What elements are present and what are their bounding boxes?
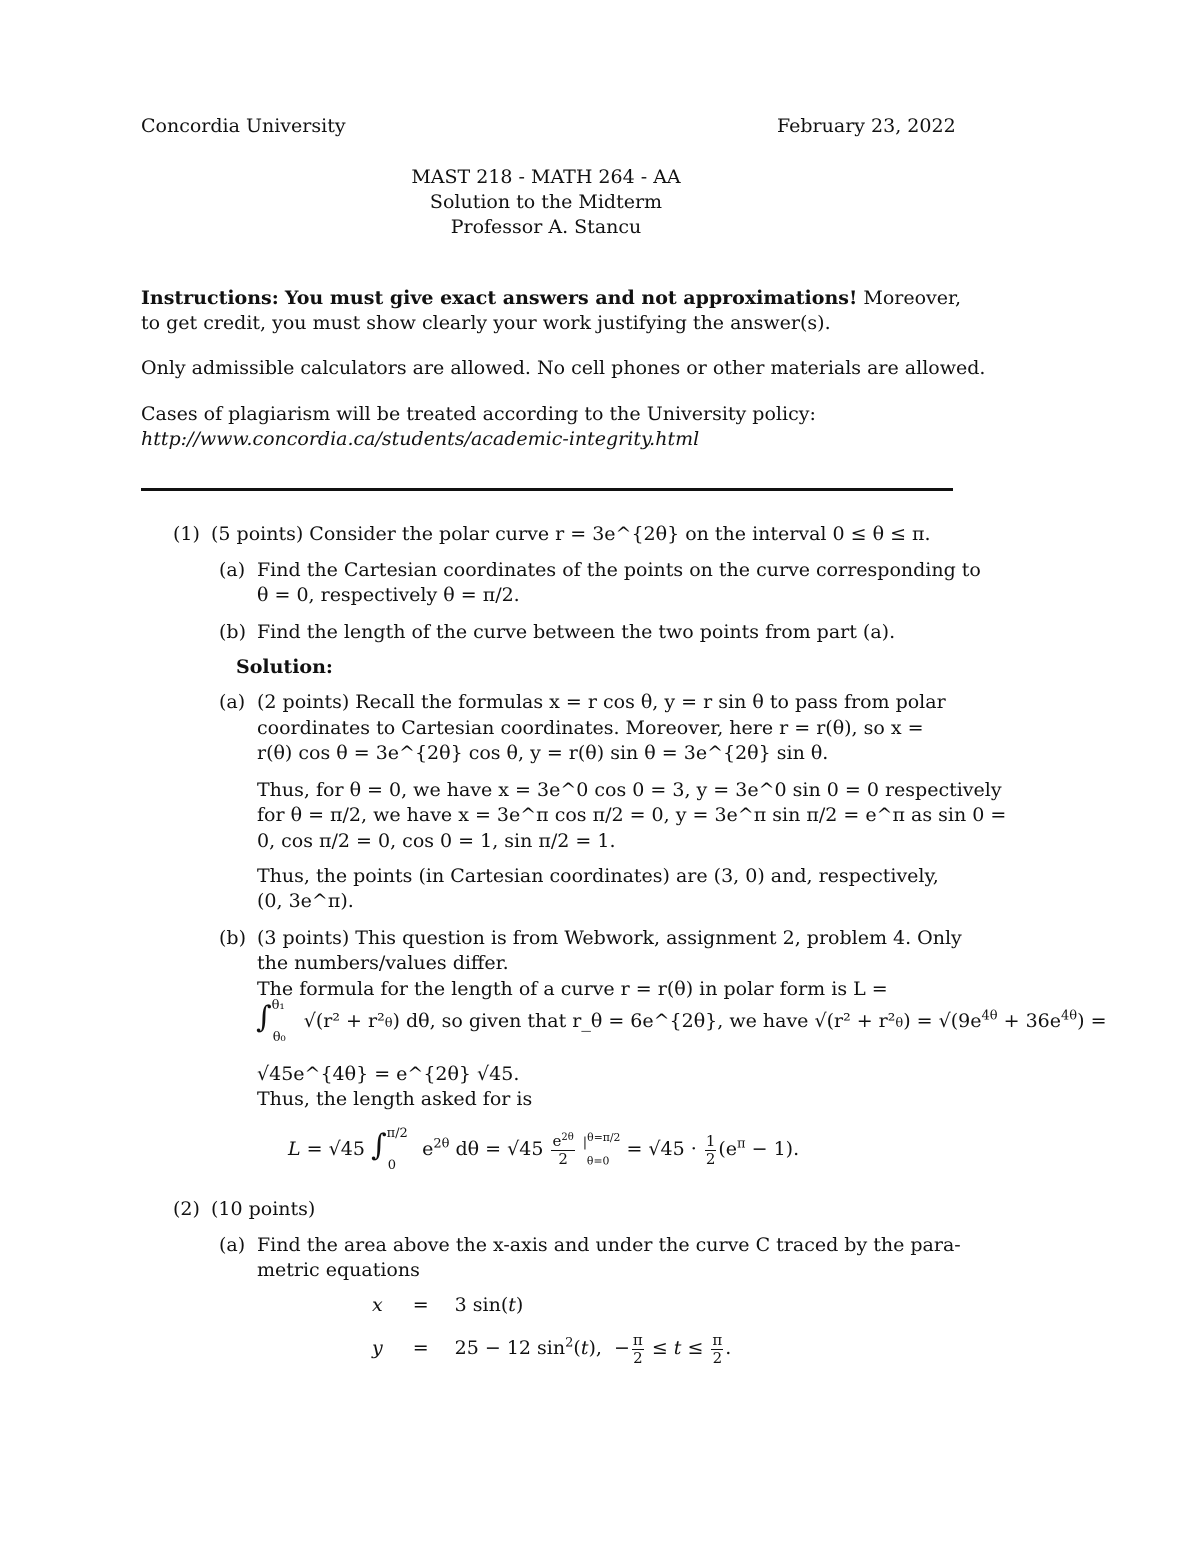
integrand: √(r² + r²θ) dθ xyxy=(303,1010,430,1032)
integral-sign: ∫ xyxy=(256,1000,272,1035)
q1-sb-line-6: Thus, the length asked for is xyxy=(257,1088,533,1110)
q1-number: (1) xyxy=(173,523,200,545)
q1-sa-line-7: Thus, the points (in Cartesian coordinates) are (3, 0) and, respectively, xyxy=(257,865,939,887)
evaluation-bar: $|^{\theta=\pi/2}$ $_{\theta=0}$ xyxy=(582,1131,621,1168)
param-eq-x: x = 3 sin(t) xyxy=(372,1294,524,1316)
q2-a-line-2: metric equations xyxy=(257,1259,420,1281)
q1-sb-line-1: (3 points) This question is from Webwork, assignment 2, problem 4. Only xyxy=(257,927,962,949)
integrity-url[interactable]: http://www.concordia.ca/students/academic-integrity.html xyxy=(141,428,700,450)
q1-sa-line-4: Thus, for θ = 0, we have x = 3e^0 cos 0 = 3, y = 3e^0 sin 0 = 0 respectively xyxy=(257,779,1002,801)
instructions-label: Instructions: xyxy=(141,287,279,309)
instructions-line-1 xyxy=(141,286,961,310)
q1-a-line-1: Find the Cartesian coordinates of the points on the curve corresponding to xyxy=(257,559,981,581)
instructions-line-2: to get credit, you must show clearly your work justifying the answer(s). xyxy=(141,312,831,334)
q1-sa-line-1: (2 points) Recall the formulas x = r cos θ, y = r sin θ to pass from polar xyxy=(257,691,946,713)
integral-sign-2: ∫ xyxy=(370,1128,387,1163)
q1-sb-line-5: √45e^{4θ} = e^{2θ} √45. xyxy=(257,1063,520,1085)
course-title: MAST 218 - MATH 264 - AA xyxy=(411,166,681,188)
lower-limit: θ₀ xyxy=(272,1030,286,1045)
university-name: Concordia University xyxy=(141,115,346,137)
length-equation: L = √45 ∫$^{\pi/2}_0$ $e^{2\theta}$ dθ = √45 $\frac{e^{2\theta}}{2}$ $|^{\theta=\pi/2}$ $_{\theta=0}$ = √45 · $\frac{1}{2}$ $(e^\pi - 1)$. xyxy=(288,1126,800,1173)
instructions-bold-text: You must give exact answers and not approximations! xyxy=(284,287,858,309)
q1-sa-line-6: 0, cos π/2 = 0, cos 0 = 1, sin π/2 = 1. xyxy=(257,830,616,852)
q1-sa-line-8: (0, 3e^π). xyxy=(257,890,354,912)
q1-sb-line-4-text: , so given that r_θ = 6e^{2θ}, we have xyxy=(429,1010,809,1032)
document-subtitle: Solution to the Midterm xyxy=(429,191,663,213)
plagiarism-policy: Cases of plagiarism will be treated according to the University policy: xyxy=(141,403,816,425)
solution-label: Solution: xyxy=(236,656,333,678)
q1-b-text: Find the length of the curve between the two points from part (a). xyxy=(257,621,896,643)
q1-sb-line-3: The formula for the length of a curve r = r(θ) in polar form is L = xyxy=(257,978,888,1000)
q2-a-label: (a) xyxy=(219,1234,246,1256)
param-eq-y: y = 25 − 12 $\sin^2(t)$, − $\frac{\pi}{2}$ ≤ t ≤ $\frac{\pi}{2}$ . xyxy=(372,1330,732,1367)
q1-sb-label: (b) xyxy=(219,927,246,949)
fraction-e2theta-over-2: $\frac{e^{2\theta}}{2}$ xyxy=(552,1132,574,1168)
document-date: February 23, 2022 xyxy=(777,115,956,137)
horizontal-rule xyxy=(141,488,953,491)
fraction-one-half: $\frac{1}{2}$ xyxy=(705,1131,716,1168)
q2-number: (2) xyxy=(173,1198,200,1220)
q1-text: (5 points) Consider the polar curve r = 3e^{2θ} on the interval 0 ≤ θ ≤ π. xyxy=(211,523,931,545)
professor-name: Professor A. Stancu xyxy=(450,216,642,238)
instructions-rest: Moreover, xyxy=(863,287,962,309)
q2-text: (10 points) xyxy=(211,1198,316,1220)
calculator-policy: Only admissible calculators are allowed. No cell phones or other materials are allowed. xyxy=(141,357,986,379)
q1-sa-line-2: coordinates to Cartesian coordinates. Moreover, here r = r(θ), so x = xyxy=(257,717,924,739)
upper-limit: θ₁ xyxy=(271,998,285,1013)
q1-sa-label: (a) xyxy=(219,691,246,713)
q1-sa-line-5: for θ = π/2, we have x = 3e^π cos π/2 = 0, y = 3e^π sin π/2 = e^π as sin 0 = xyxy=(257,804,1007,826)
q1-b-label: (b) xyxy=(219,621,246,643)
arc-length-formula xyxy=(256,998,1107,1053)
q1-sb-line-2: the numbers/values differ. xyxy=(257,952,509,974)
sqrt-expansion: $√(r^2 + r^2\theta) = √(9e^{4\theta} + 36e^{4\theta})$ = xyxy=(814,1008,1107,1032)
q1-a-label: (a) xyxy=(219,559,246,581)
q2-a-line-1: Find the area above the x-axis and under the curve C traced by the para- xyxy=(257,1234,961,1256)
q1-sa-line-3: r(θ) cos θ = 3e^{2θ} cos θ, y = r(θ) sin θ = 3e^{2θ} sin θ. xyxy=(257,742,829,764)
q1-a-line-2: θ = 0, respectively θ = π/2. xyxy=(257,584,520,606)
